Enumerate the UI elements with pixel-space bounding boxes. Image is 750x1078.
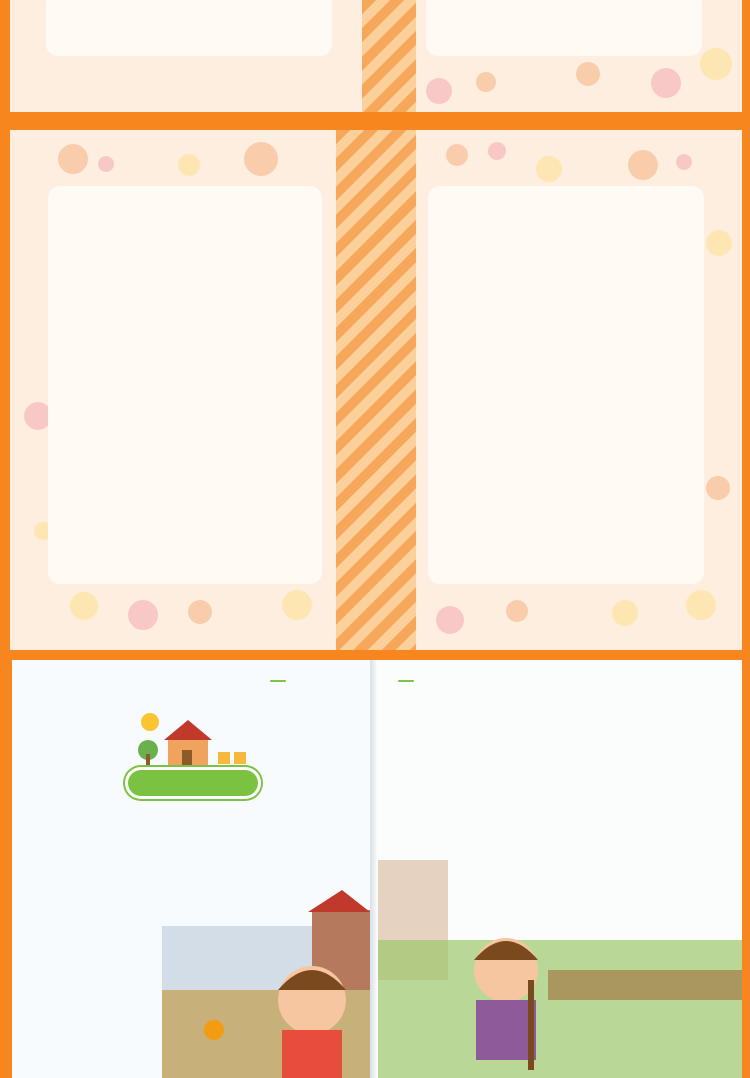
decor-dot: [476, 72, 496, 92]
decor-dot: [244, 142, 278, 176]
decor-dot: [70, 592, 98, 620]
gutter: [370, 660, 378, 1078]
decor-dot: [436, 606, 464, 634]
toc-right-card: [428, 186, 704, 584]
boy-illustration: [162, 890, 370, 1078]
top-right-page: [416, 0, 742, 112]
story-left-page: [12, 660, 370, 1078]
toc-left-page: [10, 130, 336, 650]
decor-dot: [58, 144, 88, 174]
decor-dot: [426, 78, 452, 104]
decor-dot: [700, 48, 732, 80]
decor-dot: [128, 600, 158, 630]
decor-dot: [488, 142, 506, 160]
decor-dot: [651, 68, 681, 98]
decor-dot: [676, 154, 692, 170]
house-illustration: [130, 708, 270, 768]
decor-dot: [506, 600, 528, 622]
toc-left-card: [48, 186, 322, 584]
decor-dot: [612, 600, 638, 626]
top-left-card: [46, 0, 332, 56]
top-left-page: [10, 0, 362, 112]
right-header-tag: [398, 680, 414, 682]
decor-dot: [98, 156, 114, 172]
left-header-tag: [270, 680, 286, 682]
decor-dot: [686, 590, 716, 620]
decor-dot: [446, 144, 468, 166]
toc-spine: [336, 130, 416, 650]
top-right-card: [426, 0, 702, 56]
decor-dot: [282, 590, 312, 620]
story-right-page: [378, 660, 742, 1078]
top-spine: [362, 0, 416, 112]
decor-dot: [628, 150, 658, 180]
decor-dot: [178, 154, 200, 176]
toc-right-page: [416, 130, 742, 650]
decor-dot: [188, 600, 212, 624]
garden-illustration: [378, 860, 742, 1078]
story-title: [128, 770, 258, 796]
decor-dot: [536, 156, 562, 182]
decor-dot: [706, 476, 730, 500]
decor-dot: [706, 230, 732, 256]
decor-dot: [576, 62, 600, 86]
